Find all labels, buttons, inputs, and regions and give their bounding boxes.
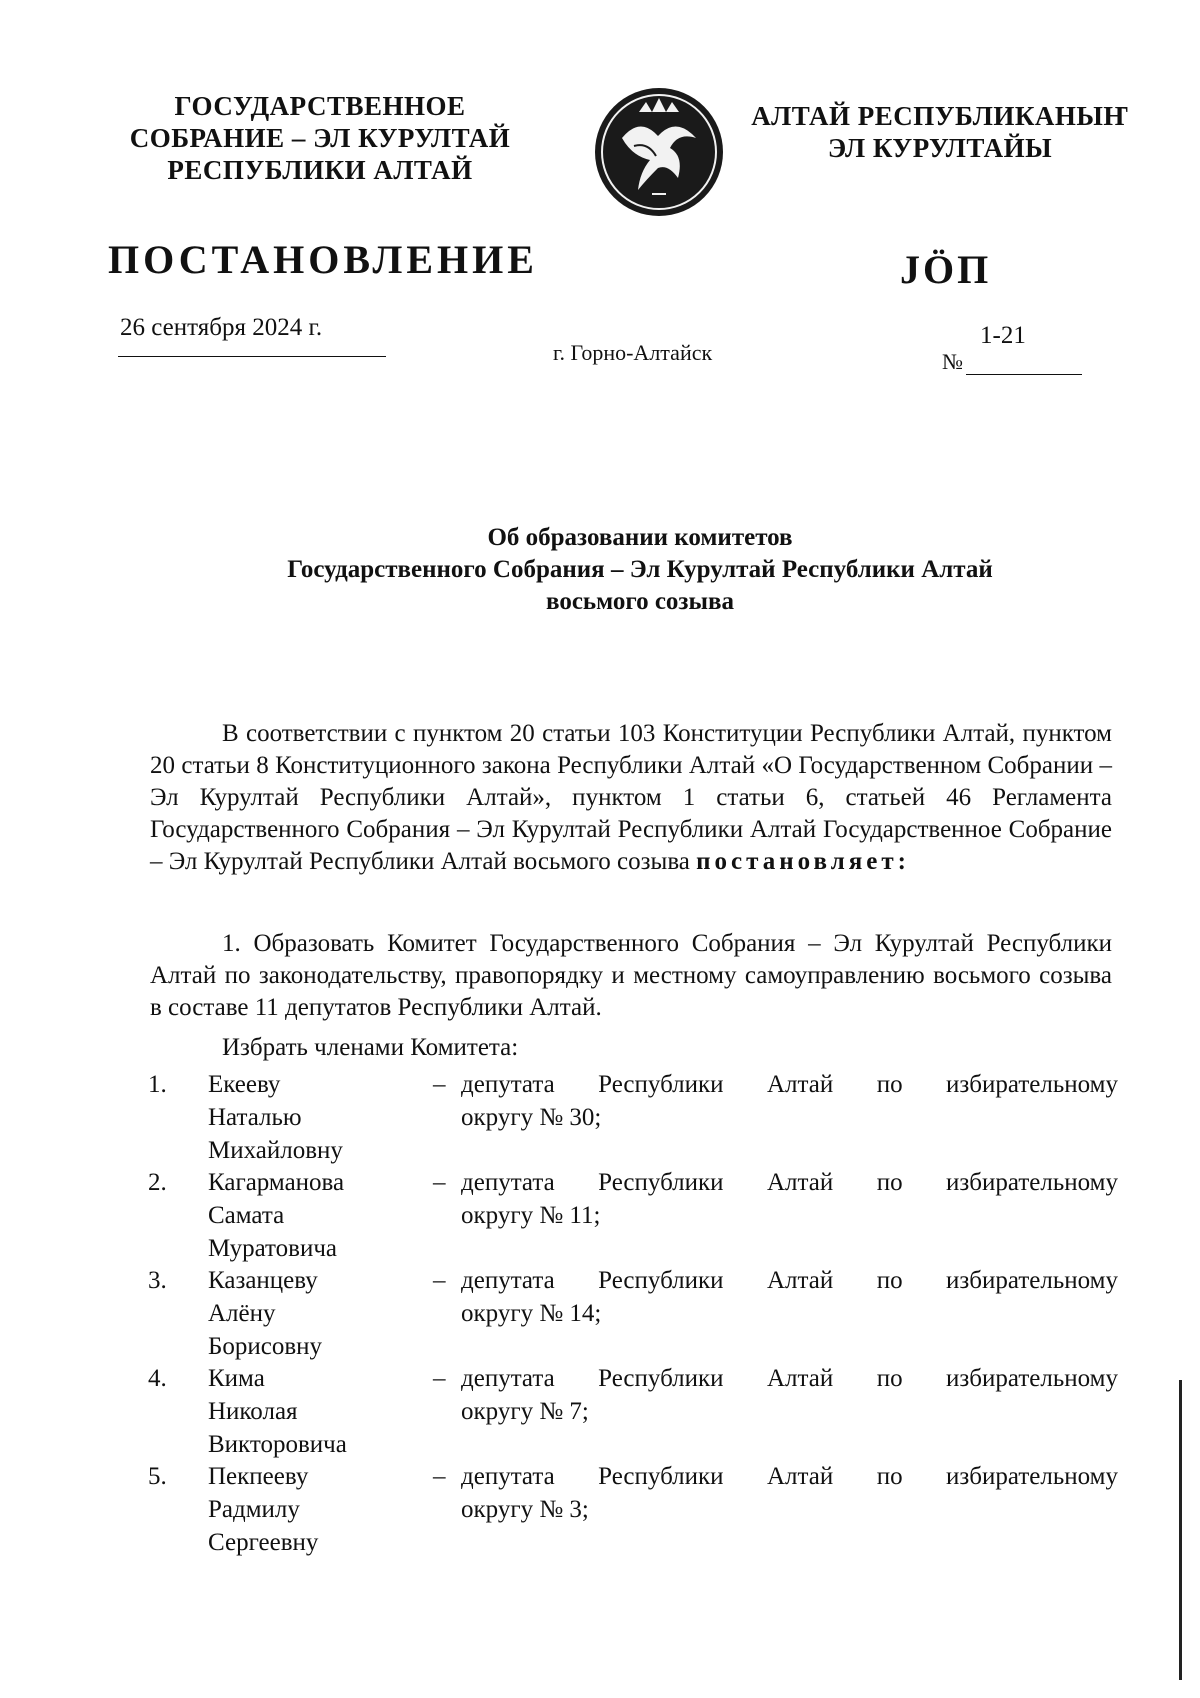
member-word: депутата [461, 1365, 555, 1392]
member-word: по [876, 1463, 903, 1490]
member-word: депутата [461, 1169, 555, 1196]
member-word: избирательному [946, 1463, 1118, 1490]
member-number: 4. [148, 1365, 167, 1392]
scan-edge-line [1179, 1380, 1182, 1680]
document-subject [160, 522, 1120, 618]
member-patronymic: Муратовича [208, 1235, 338, 1262]
member-description [433, 1264, 1118, 1362]
member-name [208, 1264, 433, 1362]
member-dash: – [433, 1071, 446, 1098]
elect-label: Избрать членами Комитета: [222, 1034, 519, 1061]
member-word: по [876, 1365, 903, 1392]
member-surname: Екееву [208, 1071, 281, 1098]
document-city: г. Горно-Алтайск [553, 340, 713, 365]
member-description [433, 1460, 1118, 1558]
member-surname: Пекпееву [208, 1463, 309, 1490]
header-right-line: ЭЛ КУРУЛТАЙЫ [827, 133, 1053, 163]
member-row [148, 1460, 1118, 1558]
member-dash: – [433, 1463, 446, 1490]
member-number: 2. [148, 1169, 167, 1196]
member-district: округу № 14; [461, 1300, 602, 1327]
member-word: по [876, 1169, 903, 1196]
member-description [433, 1068, 1118, 1166]
header-left-line: РЕСПУБЛИКИ АЛТАЙ [167, 155, 473, 185]
member-dash: – [433, 1267, 446, 1294]
number-underline [966, 374, 1082, 375]
member-surname: Казанцеву [208, 1267, 318, 1294]
member-word: депутата [461, 1071, 555, 1098]
member-word: избирательному [946, 1365, 1118, 1392]
member-word: Алтай [767, 1071, 834, 1098]
member-dash: – [433, 1169, 446, 1196]
member-word: Алтай [767, 1365, 834, 1392]
member-description [433, 1362, 1118, 1460]
member-district: округу № 3; [461, 1496, 589, 1523]
subject-line: Государственного Собрания – Эл Курултай Республики Алтай [287, 556, 993, 583]
member-surname: Кагарманова [208, 1169, 345, 1196]
member-word: Алтай [767, 1463, 834, 1490]
member-first-name: Алёну [208, 1300, 276, 1327]
header-right [740, 100, 1140, 164]
members-list [148, 1068, 1118, 1558]
document-date: 26 сентября 2024 г. [120, 314, 323, 341]
doc-type-ru: ПОСТАНОВЛЕНИЕ [108, 237, 538, 282]
header-left-line: СОБРАНИЕ – ЭЛ КУРУЛТАЙ [129, 123, 511, 153]
doc-type-alt: JÖП [900, 247, 992, 292]
member-name [208, 1362, 433, 1460]
member-word: избирательному [946, 1071, 1118, 1098]
member-word: Республики [598, 1365, 724, 1392]
member-word: Республики [598, 1463, 724, 1490]
member-row [148, 1166, 1118, 1264]
member-row [148, 1068, 1118, 1166]
member-row [148, 1264, 1118, 1362]
member-row [148, 1362, 1118, 1460]
member-description [433, 1166, 1118, 1264]
number-sign: № [942, 349, 963, 374]
header-left [120, 90, 520, 186]
member-first-name: Николая [208, 1398, 298, 1425]
member-word: избирательному [946, 1169, 1118, 1196]
member-name [208, 1460, 433, 1558]
subject-line: Об образовании комитетов [487, 524, 793, 551]
member-district: округу № 30; [461, 1104, 602, 1131]
subject-line: восьмого созыва [546, 588, 734, 615]
header-left-line: ГОСУДАРСТВЕННОЕ [174, 91, 466, 121]
member-name [208, 1068, 433, 1166]
member-surname: Кима [208, 1365, 265, 1392]
member-word: избирательному [946, 1267, 1118, 1294]
member-patronymic: Борисовну [208, 1333, 323, 1360]
member-word: по [876, 1267, 903, 1294]
member-name [208, 1166, 433, 1264]
header-right-line: АЛТАЙ РЕСПУБЛИКАНЫҤ [751, 101, 1129, 131]
altai-republic-emblem-icon [592, 86, 726, 218]
item-1-paragraph: 1. Образовать Комитет Государственного Собрания – Эл Курултай Республики Алтай по законодательству, правопорядку и местному самоуправлению восьмого созыва в составе 11 депутатов Республики Алтай. [150, 930, 1112, 1021]
intro-text: В соответствии с пунктом 20 статьи 103 Конституции Республики Алтай, пунктом 20 статьи 8 Конституционного закона Республики Алтай «О Государственном Собрании – Эл Курултай Республики Алтай», пунктом 1 статьи 6, статьей 46 Регламента Государственного Собрания – Эл Курултай Республики Алтай Государственное Собрание – Эл Курултай Республики Алтай восьмого созыва [150, 720, 1112, 875]
member-first-name: Самата [208, 1202, 285, 1229]
member-number: 5. [148, 1463, 167, 1490]
resolves-word: постановляет: [696, 848, 910, 875]
member-district: округу № 7; [461, 1398, 589, 1425]
member-number: 3. [148, 1267, 167, 1294]
document-number: 1-21 [980, 322, 1026, 349]
member-dash: – [433, 1365, 446, 1392]
member-patronymic: Сергеевну [208, 1529, 319, 1556]
member-patronymic: Викторовича [208, 1431, 347, 1458]
member-number: 1. [148, 1071, 167, 1098]
member-district: округу № 11; [461, 1202, 601, 1229]
member-patronymic: Михайловну [208, 1137, 343, 1164]
member-first-name: Наталью [208, 1104, 302, 1131]
intro-paragraph [150, 718, 1112, 878]
member-word: Республики [598, 1071, 724, 1098]
date-underline [118, 356, 386, 357]
member-word: депутата [461, 1463, 555, 1490]
member-first-name: Радмилу [208, 1496, 300, 1523]
member-word: Алтай [767, 1267, 834, 1294]
member-word: по [876, 1071, 903, 1098]
member-word: Республики [598, 1267, 724, 1294]
member-word: депутата [461, 1267, 555, 1294]
member-word: Алтай [767, 1169, 834, 1196]
member-word: Республики [598, 1169, 724, 1196]
